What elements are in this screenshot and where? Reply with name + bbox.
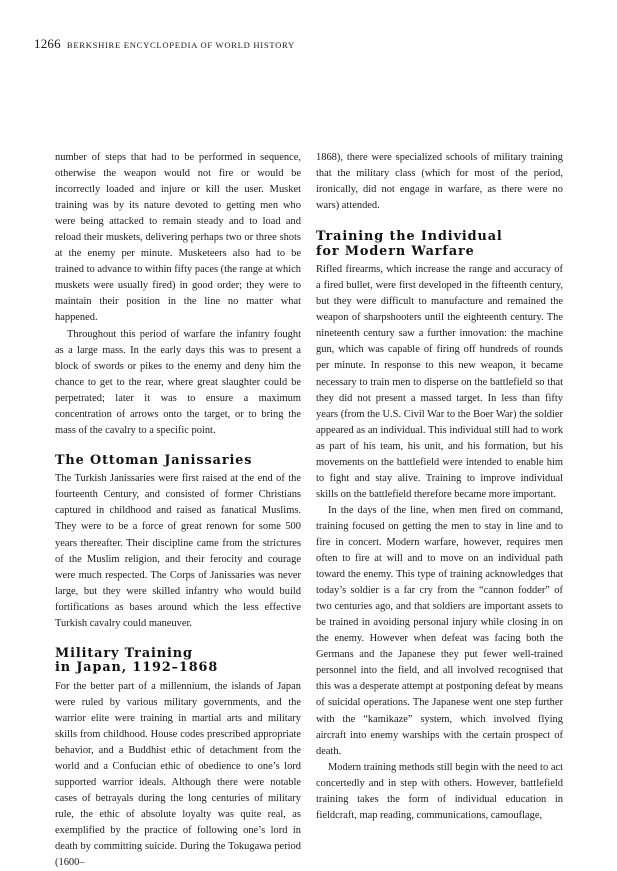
paragraph: For the better part of a millennium, the islands of Japan were ruled by various military governments, and the warrior elite were training in martial arts and military skills from childhood. House codes prescribed appropriate behavior, and a Buddhist ethic of detachment from the world and a Confucian ethic of obedience to one’s lord supported warrior ideals. Although there were notable cases of betrayals during the long centuries of military rule, the ethic of absolute loyalty was quite real, as exemplified by the practice of following one’s lord in death by committing suicide. During the Tokugawa period (1600– (55, 680, 301, 869)
book-title: BERKSHIRE ENCYCLOPEDIA OF WORLD HISTORY (66, 40, 295, 50)
paragraph: Modern training methods still begin with the need to act concertedly and in step with others. However, battlefield training takes the form of individual education in fieldcraft, map reading, communications, camouflage, (316, 761, 563, 821)
section-heading-ottoman-janissaries (55, 454, 301, 469)
paragraph: number of steps that had to be performed in sequence, otherwise the weapon would not fire or would be incorrectly loaded and injure or kill the user. Musket training was by its nature devoted to getting men who were being attacked to remain steady and to load and reload their muskets, delivering perhaps two or three shots at the enemy per minute. Musketeers also had to be trained to advance to within fifty paces (the range at which muskets were usually fired) in good order; they were to maintain their position in the line no matter what happened. (55, 152, 301, 324)
heading-line: for Modern Warfare (316, 243, 475, 259)
page-number: 1266 (34, 36, 61, 51)
running-head (34, 36, 295, 52)
heading-line: in Japan, 1192–1868 (55, 660, 219, 676)
heading-line: The Ottoman Janissaries (55, 452, 253, 468)
paragraph: Throughout this period of warfare the infantry fought as a large mass. In the early days this was to present a block of swords or pikes to the enemy and deny him the chance to get to the rear, where great slaughter could be perpetrated; later it was to ensure a maximum concentration of arrows onto the target, or to bring the mass of the cavalry to a specific point. (55, 328, 301, 436)
heading-line: Military Training (55, 645, 193, 661)
section-heading-military-training-japan (55, 647, 301, 676)
paragraph: Rifled firearms, which increase the range and accuracy of a fired bullet, were first developed in the fifteenth century, but they were difficult to manufacture and remained the weapon of sharpshooters until the eighteenth century. The nineteenth century saw a further innovation: the machine gun, which was capable of firing off hundreds of rounds per minute. In response to this new weapon, it became necessary to train men to disperse on the battlefield so that they did not present a massed target. In less than fifty years (from the U.S. Civil War to the Boer War) the soldier appeared as an individual. This individual still had to work as part of his team, his unit, and his formation, but his movements on the battlefield were intended to enable him to fight and stay alive. Training to improve individual skills on the battlefield therefore became more important. (316, 264, 563, 500)
paragraph: In the days of the line, when men fired on command, training focused on getting the men to stay in line and to fire in concert. Modern warfare, however, requires men often to fire at will and to move on an individual path toward the enemy. This type of training acknowledges that today’s soldier is a far cry from the “cannon fodder” of two centuries ago, and that soldiers are important assets to be trained in avoiding personal injury while closing in on the enemy. However when defeat was facing both the Germans and the Japanese they put fewer well-trained personnel into the field, and all involved recognised that this was a desperate attempt at postponing defeat by means of suicidal operations. The Japanese went one step further with the “kamikaze” system, which involved flying aircraft into enemy warships with the certain prospect of death. (316, 504, 563, 757)
heading-line: Training the Individual (316, 229, 503, 245)
right-column (316, 150, 563, 824)
left-column (55, 150, 301, 871)
paragraph: The Turkish Janissaries were first raised at the end of the fourteenth Century, and consisted of former Christians captured in childhood and raised as fanatical Muslims. They were to be a force of great renown for some 500 years thereafter. Their discipline came from the strictures of the Muslim religion, and their ferocity and courage were much respected. The Corps of Janissaries was never large, but they were skilled infantry who would build fortifications as bases around which the less effective Turkish cavalry could maneuver. (55, 473, 301, 629)
paragraph: 1868), there were specialized schools of military training that the military class (which for most of the period, ironically, did not engage in warfare, as there were no wars) attended. (316, 152, 563, 212)
section-heading-training-individual (316, 230, 563, 259)
